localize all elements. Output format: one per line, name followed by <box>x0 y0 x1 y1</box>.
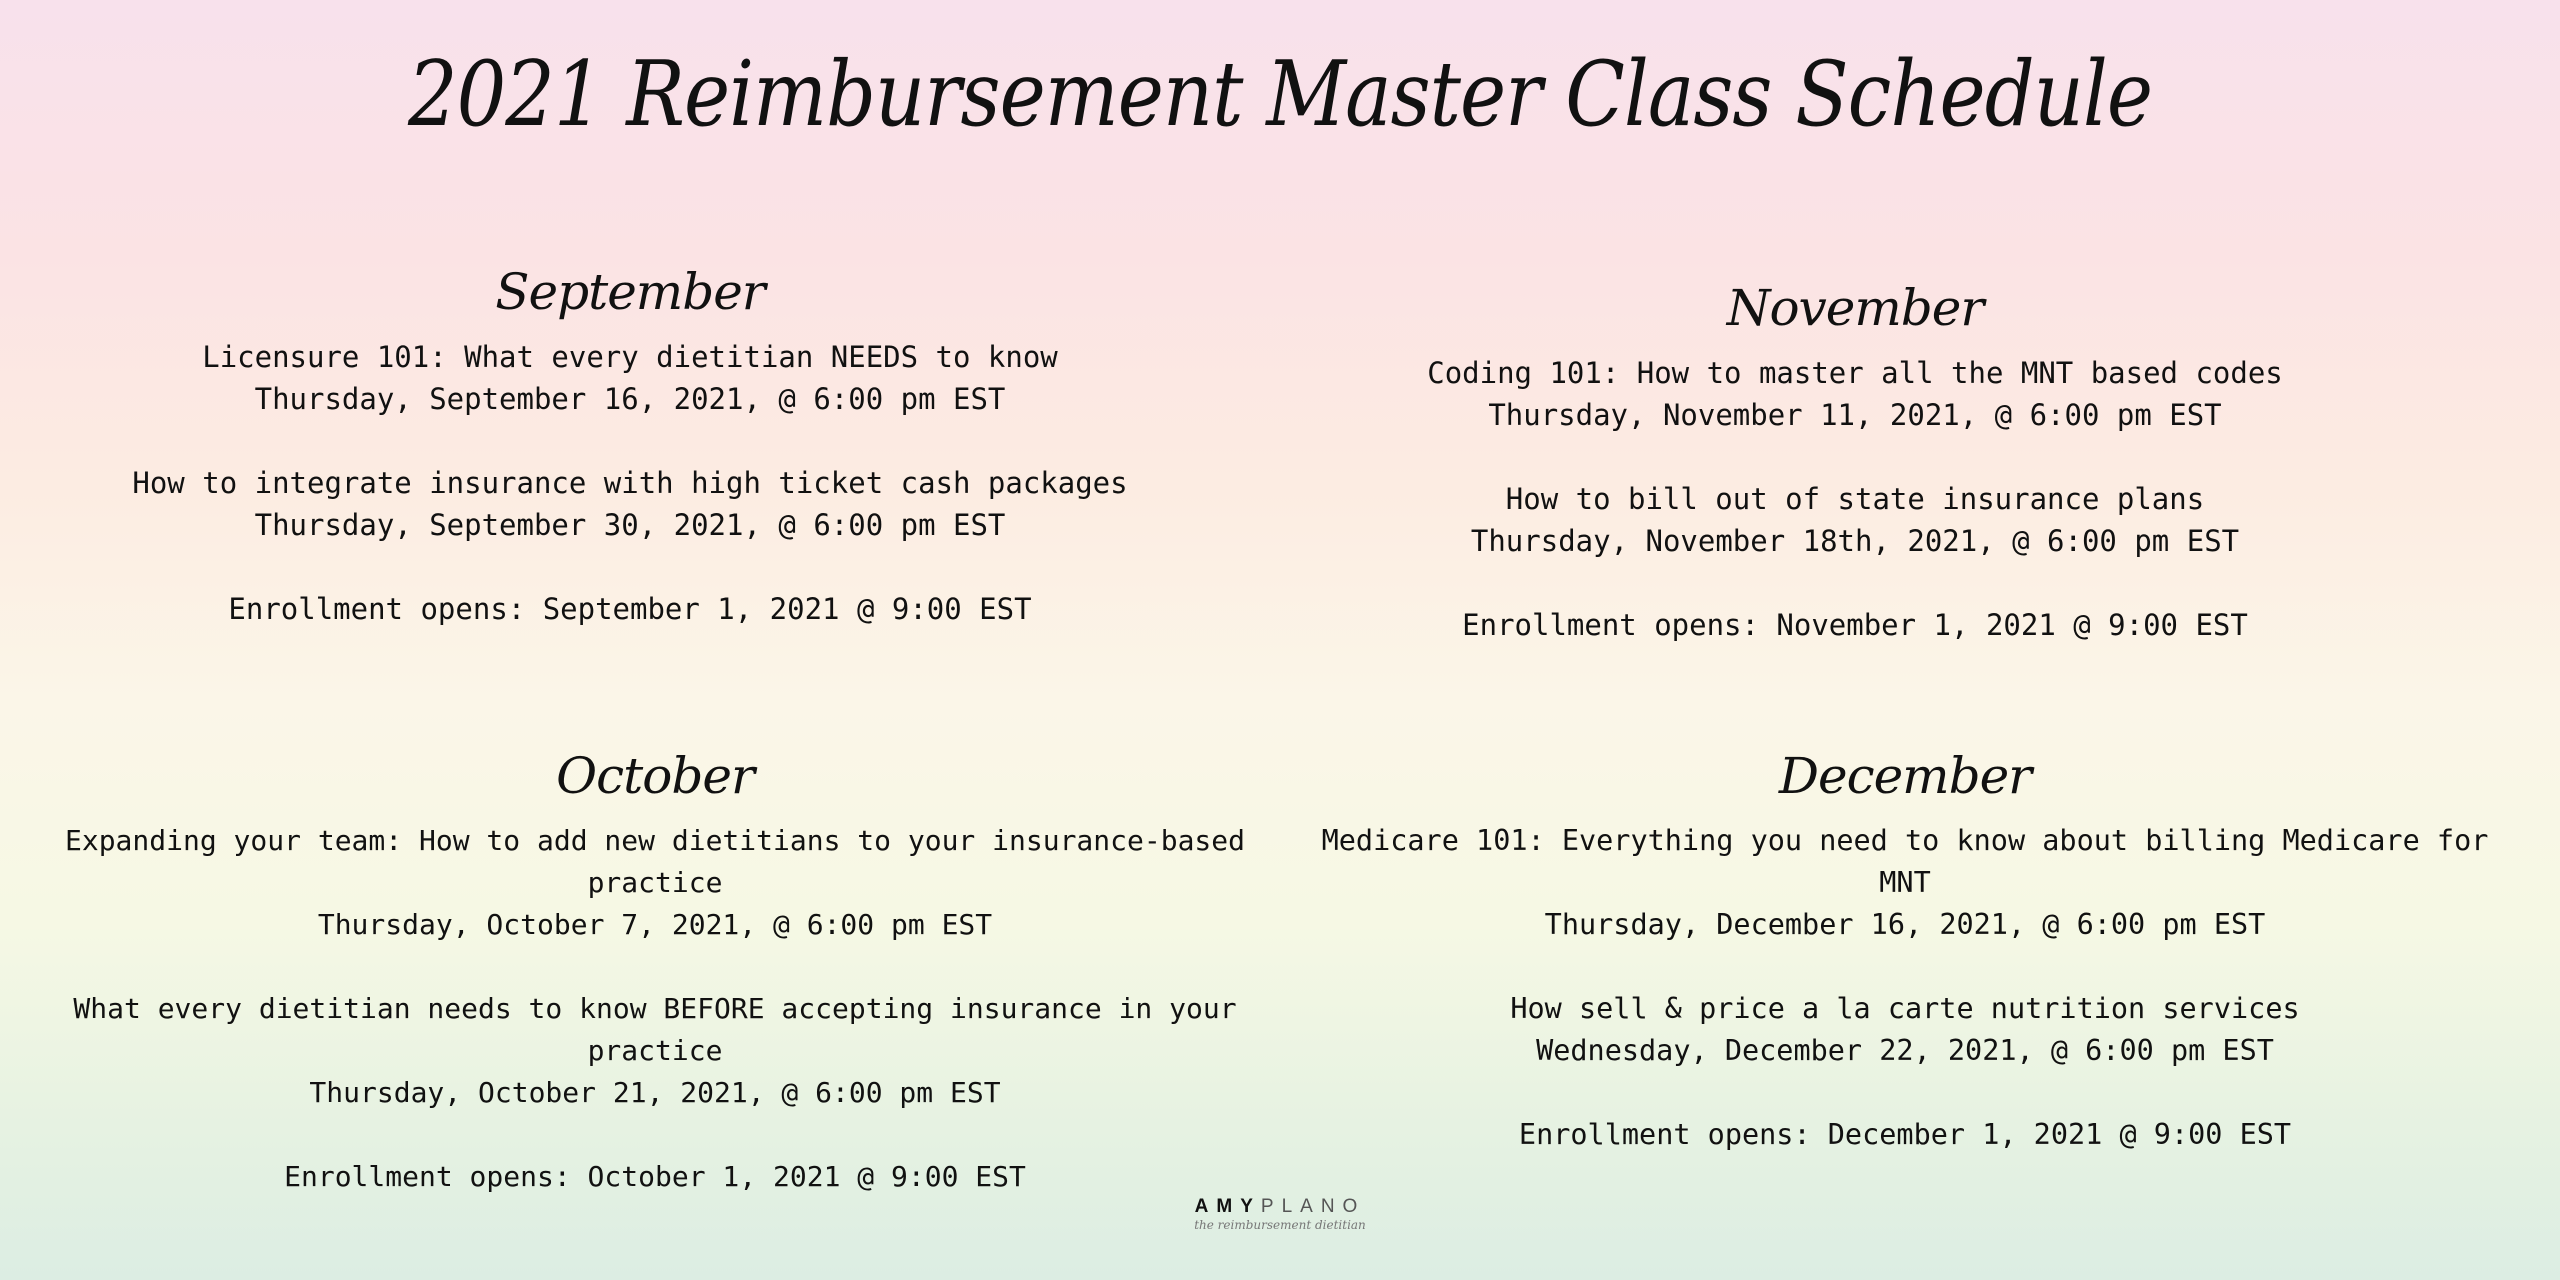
class-entry <box>1305 820 2505 946</box>
month-section-october <box>10 746 1300 1198</box>
class-date: Thursday, October 7, 2021, @ 6:00 pm EST <box>317 908 993 941</box>
class-entry <box>130 336 1130 420</box>
enrollment-date: Enrollment opens: November 1, 2021 @ 9:00 EST <box>1462 608 2248 642</box>
class-entry <box>130 462 1130 546</box>
enrollment-date: Enrollment opens: October 1, 2021 @ 9:00 EST <box>284 1160 1026 1193</box>
class-title: How to bill out of state insurance plans <box>1505 482 2205 516</box>
month-heading: November <box>1726 279 1984 337</box>
logo-first-name: AMY <box>1194 1196 1261 1217</box>
class-title: Medicare 101: Everything you need to know about billing Medicare for MNT <box>1321 824 2489 899</box>
class-date: Thursday, October 21, 2021, @ 6:00 pm EST <box>309 1076 1001 1109</box>
class-title: Licensure 101: What every dietitian NEEDS to know <box>202 340 1058 374</box>
logo-name <box>0 1196 2560 1218</box>
class-title: Coding 101: How to master all the MNT based codes <box>1427 356 2283 390</box>
class-entry <box>1305 988 2505 1072</box>
class-title: How to integrate insurance with high ticket cash packages <box>132 466 1128 500</box>
class-entry <box>10 820 1300 946</box>
class-entry <box>1355 352 2355 436</box>
class-date: Thursday, November 18th, 2021, @ 6:00 pm EST <box>1470 524 2240 558</box>
enrollment-date: Enrollment opens: September 1, 2021 @ 9:00 EST <box>228 592 1032 626</box>
month-heading: September <box>495 263 765 321</box>
logo-tagline: the reimbursement dietitian <box>1194 1218 1366 1232</box>
enrollment-date: Enrollment opens: December 1, 2021 @ 9:00 EST <box>1518 1118 2292 1151</box>
class-date: Thursday, September 30, 2021, @ 6:00 pm EST <box>254 508 1006 542</box>
month-heading: October <box>556 747 754 805</box>
month-section-december <box>1305 746 2505 1156</box>
month-section-september <box>130 262 1130 630</box>
class-title: How sell & price a la carte nutrition services <box>1510 992 2300 1025</box>
class-entry <box>1355 478 2355 562</box>
class-date: Thursday, September 16, 2021, @ 6:00 pm EST <box>254 382 1006 416</box>
page-title: 2021 Reimbursement Master Class Schedule <box>408 43 2152 147</box>
brand-logo <box>0 1196 2560 1232</box>
class-date: Thursday, November 11, 2021, @ 6:00 pm EST <box>1488 398 2222 432</box>
logo-last-name: PLANO <box>1260 1196 1366 1217</box>
class-date: Wednesday, December 22, 2021, @ 6:00 pm EST <box>1536 1034 2274 1067</box>
month-section-november <box>1355 278 2355 646</box>
class-date: Thursday, December 16, 2021, @ 6:00 pm EST <box>1544 908 2266 941</box>
class-entry <box>10 988 1300 1114</box>
month-heading: December <box>1778 747 2032 805</box>
class-title: What every dietitian needs to know BEFORE accepting insurance in your practice <box>73 992 1237 1067</box>
class-title: Expanding your team: How to add new dietitians to your insurance-based practice <box>64 824 1246 899</box>
